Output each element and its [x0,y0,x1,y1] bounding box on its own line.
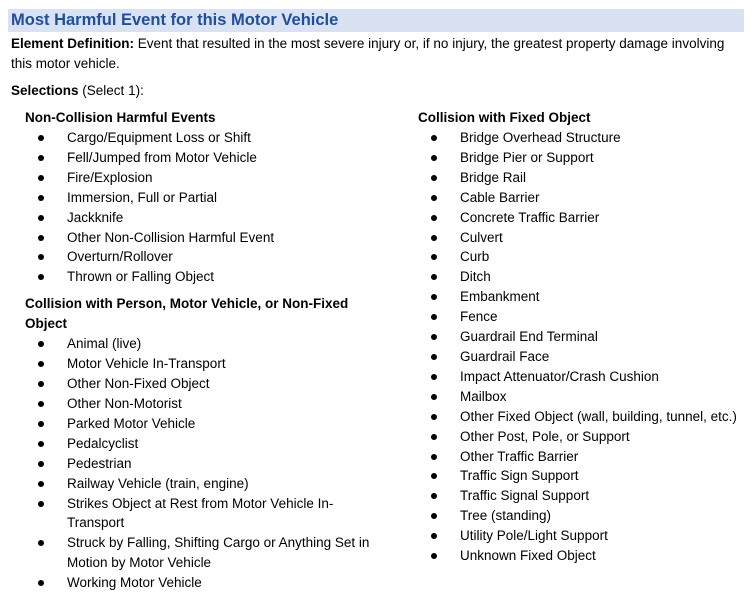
list-item: Motor Vehicle In-Transport [25,354,370,374]
list-item: Strikes Object at Rest from Motor Vehicle In-Transport [25,494,370,534]
definition-label: Element Definition: [11,36,135,51]
title-bar [8,9,744,32]
list-item: Bridge Overhead Structure [418,128,748,148]
list-item: Traffic Signal Support [418,486,748,506]
definition-text: Event that resulted in the most severe injury or, if no injury, the greatest property damage involving this motor vehicle. [11,36,725,71]
selections-line [11,81,144,101]
list-item: Parked Motor Vehicle [25,414,370,434]
list-item: Thrown or Falling Object [25,267,370,287]
list-item: Other Fixed Object (wall, building, tunnel, etc.) [418,407,748,427]
selections-note: (Select 1): [82,83,144,98]
list-item: Pedestrian [25,454,370,474]
list-item: Cargo/Equipment Loss or Shift [25,128,370,148]
list-item: Ditch [418,267,748,287]
page-title: Most Harmful Event for this Motor Vehicle [11,11,339,29]
list-item: Impact Attenuator/Crash Cushion [418,367,748,387]
heading-collision-person: Collision with Person, Motor Vehicle, or Non-Fixed Object [25,296,349,332]
non-collision-list [25,128,370,287]
list-item: Pedalcyclist [25,434,370,454]
list-item: Guardrail End Terminal [418,327,748,347]
list-item: Culvert [418,228,748,248]
list-item: Struck by Falling, Shifting Cargo or Anything Set in Motion by Motor Vehicle [25,533,370,573]
list-item: Embankment [418,287,748,307]
list-item: Bridge Rail [418,168,748,188]
list-item: Unknown Fixed Object [418,546,748,566]
list-item: Overturn/Rollover [25,247,370,267]
list-item: Fence [418,307,748,327]
list-item: Guardrail Face [418,347,748,367]
heading-collision-fixed: Collision with Fixed Object [418,110,591,125]
list-item: Other Non-Motorist [25,394,370,414]
list-item: Immersion, Full or Partial [25,188,370,208]
list-item: Cable Barrier [418,188,748,208]
selections-label: Selections [11,83,79,98]
heading-non-collision: Non-Collision Harmful Events [25,110,216,125]
list-item: Fell/Jumped from Motor Vehicle [25,148,370,168]
list-item: Working Motor Vehicle [25,573,370,593]
list-item: Tree (standing) [418,506,748,526]
collision-person-list [25,334,370,593]
list-item: Bridge Pier or Support [418,148,748,168]
list-item: Utility Pole/Light Support [418,526,748,546]
list-item: Railway Vehicle (train, engine) [25,474,370,494]
list-item: Animal (live) [25,334,370,354]
list-item: Other Traffic Barrier [418,447,748,467]
list-item: Other Post, Pole, or Support [418,427,748,447]
list-item: Other Non-Collision Harmful Event [25,228,370,248]
list-item: Jackknife [25,208,370,228]
list-item: Traffic Sign Support [418,466,748,486]
list-item: Fire/Explosion [25,168,370,188]
element-definition [11,34,746,74]
list-item: Curb [418,247,748,267]
left-column [25,108,370,593]
list-item: Mailbox [418,387,748,407]
collision-fixed-list [418,128,748,566]
list-item: Other Non-Fixed Object [25,374,370,394]
list-item: Concrete Traffic Barrier [418,208,748,228]
right-column [418,108,748,566]
